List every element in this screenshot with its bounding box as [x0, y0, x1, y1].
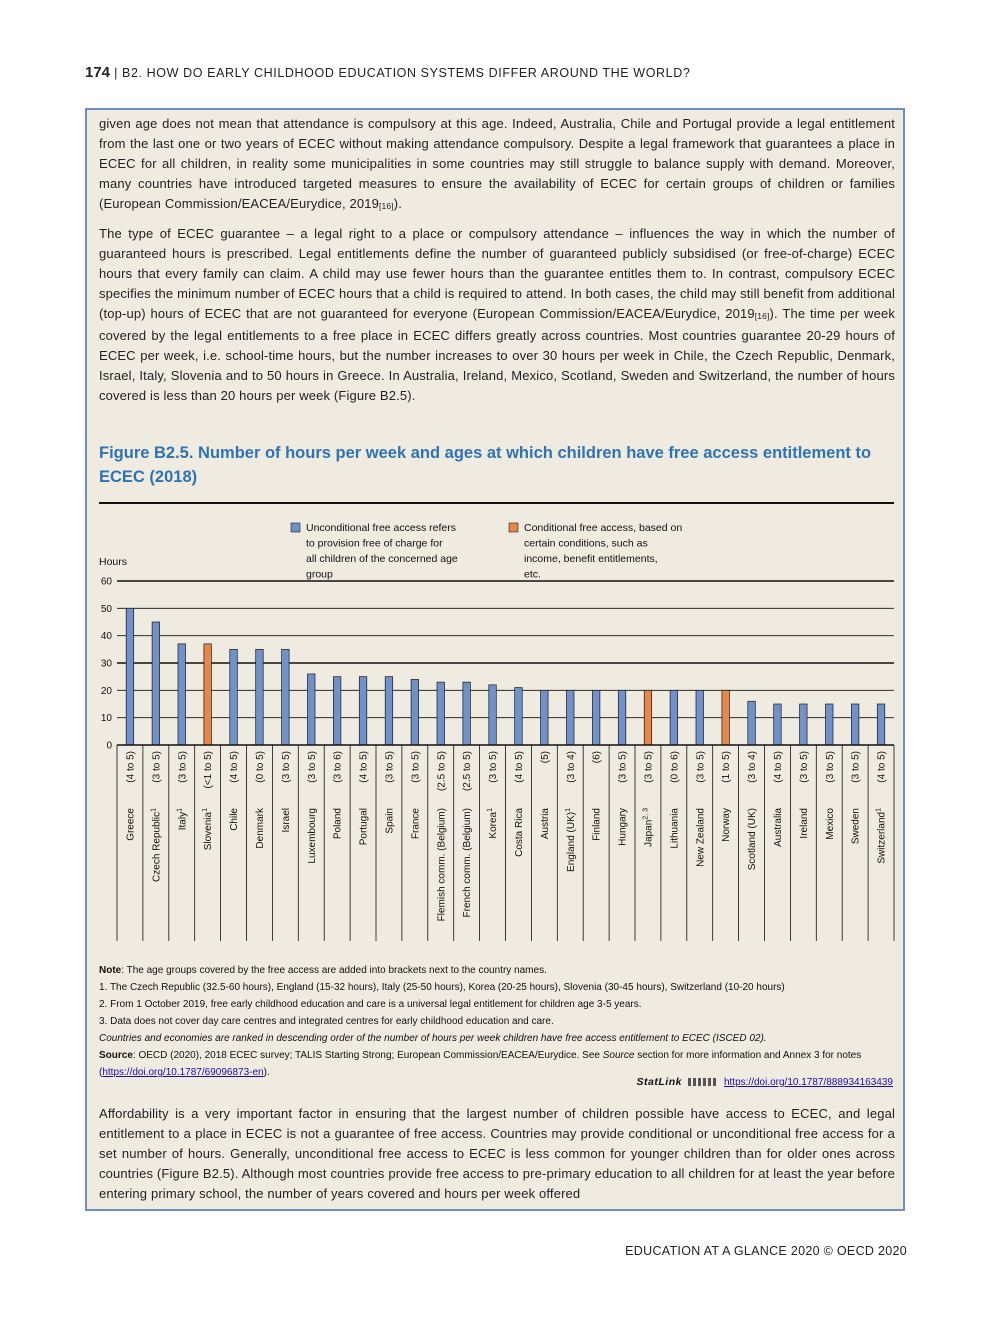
bar: [282, 649, 290, 745]
country-label: England (UK)$^1$: [564, 808, 577, 872]
age-range-label: (4 to 5): [229, 751, 241, 783]
age-range-label: (2.5 to 5): [436, 751, 448, 792]
bar: [541, 690, 549, 745]
y-axis-label: Hours: [99, 556, 128, 568]
bar: [826, 704, 834, 745]
page-number: 174: [85, 64, 111, 81]
country-label: Czech Republic$^1$: [150, 808, 163, 882]
country-label: Costa Rica: [513, 808, 525, 857]
age-range-label: (3 to 5): [695, 751, 707, 783]
age-range-label: (3 to 5): [798, 751, 810, 783]
country-label: Italy$^1$: [176, 808, 189, 831]
country-label: Hungary: [617, 808, 629, 846]
reference-16[interactable]: [16]: [379, 201, 394, 211]
country-label: Japan$^{2, 3}$: [642, 808, 655, 847]
legend-label: Unconditional free access refers to provision free of charge for all children of the concerned age group: [306, 522, 458, 581]
age-range-label: (4 to 5): [513, 751, 525, 783]
y-tick-label: 20: [100, 685, 112, 697]
country-label: Finland: [591, 808, 603, 841]
country-label: Australia: [772, 808, 784, 847]
age-range-label: (3 to 5): [384, 751, 396, 783]
country-label: New Zealand: [695, 808, 707, 867]
header-separator: |: [114, 66, 118, 80]
chapter-title: B2. HOW DO EARLY CHILDHOOD EDUCATION SYSTEMS DIFFER AROUND THE WORLD?: [122, 66, 691, 80]
country-label: Luxembourg: [306, 808, 318, 864]
country-label: Denmark: [254, 808, 266, 849]
age-range-label: (0 to 6): [669, 751, 681, 783]
legend-swatch: [291, 523, 300, 532]
y-tick-label: 30: [100, 658, 112, 670]
bar: [722, 690, 730, 745]
age-range-label: (4 to 5): [876, 751, 888, 783]
bar: [592, 690, 600, 745]
bar: [178, 644, 186, 745]
paragraph-3: Affordability is a very important factor in ensuring that the largest number of children possible have access to ECEC, and legal entitlement to a place in ECEC is not a guarantee of free access. Countries may provide conditional or unconditional free access for a set number of hours. Generally, unconditional free access to ECEC is less common for younger children than for older ones across countries (Figure B2.5). Although most countries provide free access to pre-primary education to all children for at least the year before entering primary school, the number of years covered and hours per week offered: [99, 1106, 895, 1201]
age-range-label: (2.5 to 5): [462, 751, 474, 792]
source-note: Source: OECD (2020), 2018 ECEC survey; TALIS Starting Strong; European Commission/EACEA/Eurydice. See Source section for more information and Annex 3 for notes (https://doi.org/10.1787/69096873-en).: [99, 1050, 862, 1078]
reference-16[interactable]: [16]: [754, 311, 770, 321]
country-label: Slovenia$^1$: [202, 808, 215, 851]
country-label: Norway: [721, 808, 733, 842]
bar: [308, 674, 316, 745]
bar: [877, 704, 885, 745]
y-tick-label: 60: [100, 576, 112, 588]
age-range-label: (3 to 5): [306, 751, 318, 783]
statlink-logo: StatLink: [636, 1076, 682, 1088]
y-tick-label: 0: [106, 740, 112, 752]
age-range-label: (<1 to 5): [203, 751, 215, 789]
y-tick-label: 50: [100, 603, 112, 615]
country-label: Ireland: [798, 808, 810, 839]
bar: [152, 622, 160, 745]
age-range-label: (3 to 5): [824, 751, 836, 783]
age-range-label: (1 to 5): [721, 751, 733, 783]
footnote-1: 1. The Czech Republic (32.5-60 hours), England (15-32 hours), Italy (25-50 hours), Korea (20-25 hours), Slovenia (30-45 hours), Switzerland (10-20 hours): [99, 982, 785, 993]
age-range-label: (4 to 5): [125, 751, 137, 783]
bar: [670, 690, 678, 745]
bar: [333, 677, 341, 745]
statlink: [637, 1076, 893, 1088]
bar: [618, 690, 626, 745]
paragraph-1: given age does not mean that attendance is compulsory at this age. Indeed, Australia, Chile and Portugal provide a legal entitlement from the last one or two years of ECEC without making attendance compulsory. Despite a legal framework that guarantees a place in ECEC for all children, in reality some municipalities in some countries may still struggle to balance supply with demand. Moreover, many countries have introduced targeted measures to ensure the availability of ECEC for certain groups of children or families (European Commission/EACEA/Eurydice, $2019_{[16]}$).: [99, 116, 895, 211]
country-label: Austria: [539, 808, 551, 840]
age-range-label: (3 to 5): [850, 751, 862, 783]
bar: [463, 682, 471, 745]
bar: [567, 690, 575, 745]
y-tick-label: 40: [100, 631, 112, 643]
age-range-label: (3 to 5): [280, 751, 292, 783]
bar: [230, 649, 238, 745]
bar: [126, 608, 134, 745]
age-range-label: (3 to 5): [410, 751, 422, 783]
age-range-label: (3 to 5): [177, 751, 189, 783]
figure-rule: [99, 502, 894, 504]
age-range-label: (3 to 5): [488, 751, 500, 783]
age-range-label: (3 to 4): [747, 751, 759, 783]
bar-chart: [87, 508, 903, 968]
legend-swatch: [509, 523, 518, 532]
bar: [359, 677, 367, 745]
age-range-label: (3 to 5): [617, 751, 629, 783]
page-footer: EDUCATION AT A GLANCE 2020 © OECD 2020: [625, 1244, 907, 1258]
bar: [256, 649, 264, 745]
footnote-3: 3. Data does not cover day care centres and integrated centres for early childhood education and care.: [99, 1016, 554, 1027]
age-range-label: (5): [539, 751, 551, 764]
age-range-label: (3 to 5): [643, 751, 655, 783]
paragraph-2: The type of ECEC guarantee – a legal right to a place or compulsory attendance – influences the way in which the number of guaranteed hours is prescribed. Legal entitlements define the number of guaranteed publicly subsidised (or free-of-charge) ECEC hours that every family can claim. A child may use fewer hours than the guarantee entitles them to. In contrast, compulsory ECEC specifies the minimum number of ECEC hours that a child is required to attend. In both cases, the child may still benefit from additional (top-up) hours of ECEC that are not guaranteed for everyone (European Commission/EACEA/Eurydice, $2019_{[16]}$). The time per week covered by the legal entitlements to a free place in ECEC differs greatly across countries. Most countries guarantee 20-29 hours of ECEC per week, i.e. school-time hours, but the number increases to over 30 hours per week in Chile, the Czech Republic, Denmark, Israel, Italy, Slovenia and to 50 hours in Greece. In Australia, Ireland, Mexico, Scotland, Sweden and Switzerland, the number of hours covered is less than 20 hours per week (Figure B2.5).: [99, 226, 895, 403]
legend-label: Conditional free access, based on certain conditions, such as income, benefit entitlements, etc.: [524, 522, 683, 581]
country-label: Israel: [280, 808, 292, 833]
age-range-label: (3 to 6): [332, 751, 344, 783]
country-label: Korea$^1$: [487, 808, 500, 839]
country-label: Scotland (UK): [747, 808, 759, 871]
statlink-icon: [688, 1078, 718, 1086]
country-label: Sweden: [850, 808, 862, 845]
country-label: French comm. (Belgium): [462, 808, 474, 918]
statlink-url[interactable]: https://doi.org/10.1787/888934163439: [723, 1076, 893, 1088]
bar: [515, 688, 523, 745]
age-range-label: (0 to 5): [254, 751, 266, 783]
country-label: Lithuania: [669, 808, 681, 849]
bar: [411, 679, 419, 745]
y-tick-label: 10: [100, 713, 112, 725]
footnote-2: 2. From 1 October 2019, free early childhood education and care is a universal legal entitlement for children age 3-5 years.: [99, 999, 642, 1010]
bar: [800, 704, 808, 745]
country-label: France: [410, 808, 422, 840]
country-label: Flemish comm. (Belgium): [436, 808, 448, 922]
age-range-label: (6): [591, 751, 603, 764]
bar: [204, 644, 212, 745]
country-label: Mexico: [824, 808, 836, 840]
country-label: Spain: [384, 808, 396, 834]
ranking-note: Countries and economies are ranked in descending order of the number of hours per week children have free access entitlement to ECEC (ISCED 02).: [99, 1033, 767, 1044]
country-label: Greece: [125, 808, 137, 841]
bar: [385, 677, 393, 745]
bar: [851, 704, 859, 745]
age-range-label: (4 to 5): [772, 751, 784, 783]
page-header: [85, 64, 915, 81]
bar: [437, 682, 445, 745]
bar: [696, 690, 704, 745]
age-range-label: (3 to 4): [565, 751, 577, 783]
bar: [774, 704, 782, 745]
age-range-label: (4 to 5): [358, 751, 370, 783]
country-label: Poland: [332, 808, 344, 840]
figure-title: Figure B2.5. Number of hours per week and ages at which children have free access entitlement to ECEC (2018): [99, 444, 872, 486]
bar: [644, 690, 652, 745]
figure-notes: [99, 962, 899, 1081]
source-link[interactable]: https://doi.org/10.1787/69096873-en: [102, 1067, 264, 1078]
country-label: Chile: [229, 808, 241, 831]
age-range-label: (3 to 5): [151, 751, 163, 783]
note-line: Note: The age groups covered by the free access are added into brackets next to the country names.: [99, 965, 547, 976]
bar: [748, 701, 756, 745]
country-label: Switzerland$^1$: [875, 808, 888, 864]
country-label: Portugal: [358, 808, 370, 846]
bar: [489, 685, 497, 745]
content-box: [85, 108, 905, 1211]
